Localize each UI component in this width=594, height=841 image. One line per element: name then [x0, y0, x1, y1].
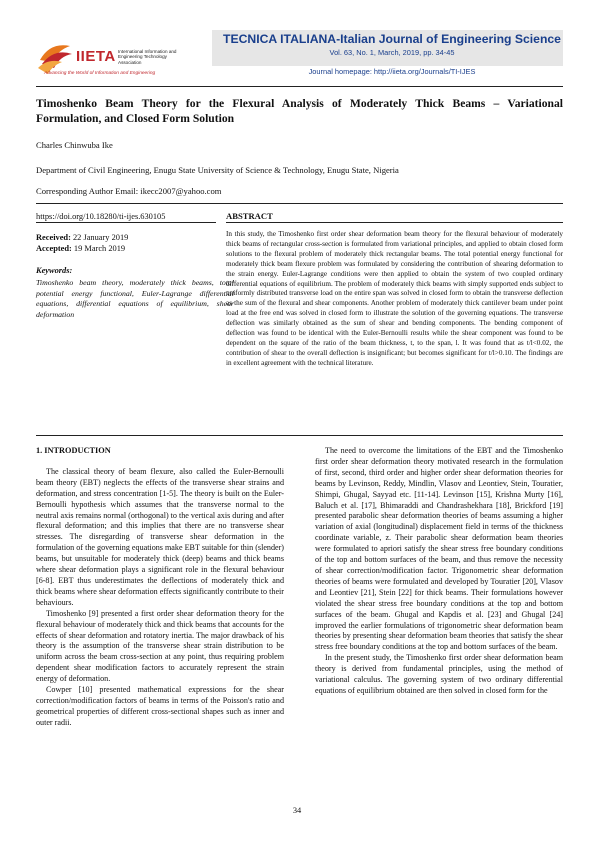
- keywords-list: Timoshenko beam theory, moderately thick beams, total potential energy functional, Euler-Lagrange differential equations, differential equations of equilibrium, shear deformation: [36, 278, 234, 319]
- logo-text-line-1: International Information and: [118, 49, 177, 54]
- paper-title: Timoshenko Beam Theory for the Flexural Analysis of Moderately Thick Beams – Variational Formulation, and Closed Form Solution: [36, 97, 563, 125]
- body-paragraph: Cowper [10] presented mathematical expressions for the shear correction/modification factors of beams in terms of the Poisson's ratio and geometrical properties of different cross-sectional shapes such as inner and outer radii.: [36, 685, 284, 727]
- keywords-heading: Keywords:: [36, 266, 73, 275]
- logo-tagline: Advancing the World of Information and Engineering: [44, 71, 156, 76]
- received-label: Received:: [36, 233, 71, 242]
- logo-brand: IIETA: [76, 48, 116, 65]
- iieta-logo: [36, 38, 186, 80]
- header-rule: [36, 86, 563, 87]
- journal-homepage-link[interactable]: Journal homepage: http://iieta.org/Journals/TI-IJES: [308, 67, 476, 76]
- doi-rule: [36, 222, 216, 223]
- body-paragraph: The need to overcome the limitations of the EBT and the Timoshenko first order shear deformation theory motivated research in the formulation of first, second, third order and higher order shear deformation theories for beams by Levinson, Reddy, Mindlin, Vlasov and Leontiev, Stein, Touratier, Shimpi, Ghugal, Sayyad etc. [11-14]. Levinson [15], Krishna Murty [16], Baluch et al. [17], Bhimaraddi and Chandrashekhara [18], Brickford [19] presented parabolic shear deformation theories of beams assuming a higher variation of axial (longitudinal) displacement field in terms of the thickness coordinate variable, z. Their parabolic shear deformation beam theories were formulated to apriori satisfy the shear stress free boundary conditions of the top and bottom surfaces of the beam, and thus remove the necessity of shear correction/modification factor. Trigonometric shear deformation theories of beams were formulated and developed by Touratier [20], Vlasov and Leontiev [21], Stein [22] for thick beams. Their formulations however violated the shear stress free boundary conditions at the top and bottom surfaces of the beam. Ghugal and Kapdis et al. [23] and Ghugal [24] improved the earlier formulations of trigonometric shear deformation beam theories by presenting shear deformation beam theories that satisfy the shear stress free boundary conditions at the top and bottom surfaces of the beam.: [315, 446, 563, 652]
- volume-line: Vol. 63, No. 1, March, 2019, pp. 34-45: [329, 48, 455, 57]
- author-name: Charles Chinwuba Ike: [36, 140, 113, 150]
- body-column-left: [36, 446, 284, 729]
- accepted-label: Accepted:: [36, 244, 72, 253]
- abstract-rule: [226, 222, 563, 223]
- logo-text-line-2: Engineering Technology Association: [118, 54, 167, 65]
- body-paragraph: In the present study, the Timoshenko first order shear deformation beam theory is derived from fundamental principles, using the method of variational calculus. The governing system of two ordinary differential equations of equilibrium obtained are then solved in closed form for the: [315, 653, 563, 695]
- accepted-date: [36, 244, 125, 253]
- meta-rule-top: [36, 203, 563, 204]
- body-paragraph: The classical theory of beam flexure, also called the Euler-Bernoulli beam theory (EBT) neglects the effects of the transverse shear strains and deformation, and stress concentration [1-5]. The theory is built on the Euler-Bernoulli hypothesis which assumes that the transverse normal to the neutral axis remains normal (orthogonal) to the vertical axis during and after flexural deformation; and this implies that there are no transverse shear stresses. The disregarding of transverse shear deformation in the formulation of the governing equations make EBT suitable for thin (slender) beams, but unsuitable for moderately thick (deep) beams and thick beams where shear deformation plays a significant role in the flexural behaviour [6-8]. EBT thus underestimates the deflections of moderately thick and thick beams where shear deformation effects significantly contribute to their behaviours.: [36, 466, 284, 607]
- section-heading-introduction: 1. INTRODUCTION: [36, 446, 111, 455]
- body-paragraph: Timoshenko [9] presented a first order shear deformation theory for the flexural behaviour of moderately thick and thick beams that accounts for the effects of shear deformation and rotatory inertia. The major drawback of his theory is the assumption of the transverse shear strain distribution to be uniform across the beam cross-section at any point, thus requiring problem dependent shear modification factors to accurately represent the strain energy of deformation.: [36, 608, 284, 684]
- corresponding-email[interactable]: Corresponding Author Email: ikecc2007@yahoo.com: [36, 186, 222, 196]
- abstract-text: In this study, the Timoshenko first order shear deformation beam theory for the flexural behaviour of moderately thick beams of rectangular cross-section is formulated from variational principles, and applied to obtain closed form solutions to the flexural problem of moderately thick rectangular beams. The total potential energy functional for moderately thick beam flexure problem was formulated by considering the contribution of shearing deformation to the strain energy. Euler-Lagrange conditions were then applied to obtain the system of two coupled ordinary differential equations of equilibrium. The problem of moderately thick beams with simply supported ends subject to uniformly distributed transverse load on the entire span was solved in closed form to obtain the transverse deflection as the sum of the flexural and shear components. Another problem of moderately thick cantilever beam under point load at the free end was solved in closed form to illustrate the solution of the governing equations. The transverse deflection was similarly obtained as the sum of shear and bending components. The bending component of deflection was found to be identical with the Euler-Bernoulli results while the shear component was found to be dependent on the square of the ratio of the beam thickness, t, to the span, l. It was found that as t/l<0.02, the contribution of shear to the overall deflection is insignificant; but becomes significant for t/l>0.10. The findings are in excellent agreement with the technical literature.: [226, 230, 563, 367]
- body-column-right: [315, 446, 563, 697]
- abstract-heading: ABSTRACT: [226, 211, 273, 221]
- received-value: 22 January 2019: [72, 233, 129, 242]
- body-rule: [36, 435, 563, 436]
- page-number: 34: [292, 806, 302, 815]
- logo-org-name: [118, 49, 188, 65]
- accepted-value: 19 March 2019: [73, 244, 126, 253]
- doi-link[interactable]: https://doi.org/10.18280/ti-ijes.630105: [36, 212, 166, 221]
- journal-title: TECNICA ITALIANA-Italian Journal of Engineering Science: [223, 32, 561, 46]
- received-date: [36, 233, 128, 242]
- author-affiliation: Department of Civil Engineering, Enugu State University of Science & Technology, Enugu State, Nigeria: [36, 165, 399, 175]
